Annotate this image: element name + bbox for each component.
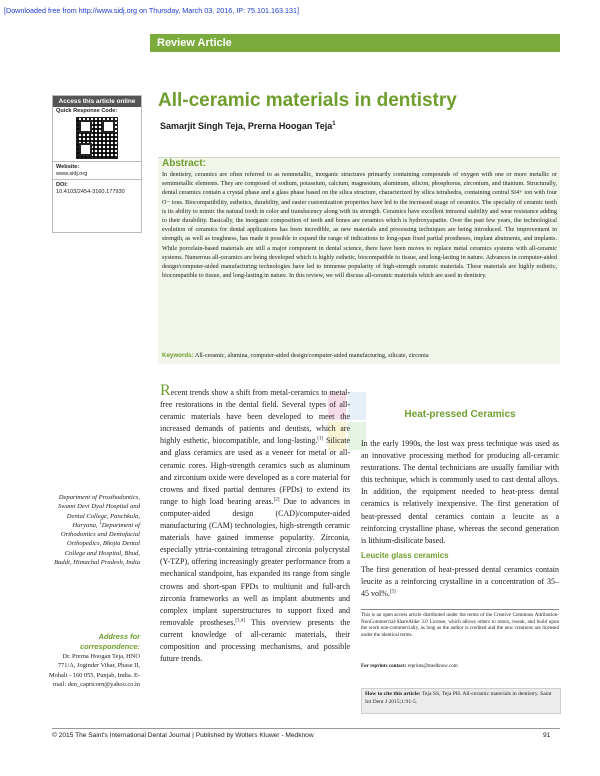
reprints-email[interactable]: reprints@medknow.com <box>406 663 458 669</box>
heat-pressed-heading: Heat-pressed Ceramics <box>404 409 516 420</box>
page-number: 91 <box>543 732 551 739</box>
dropcap: R <box>160 382 171 399</box>
affiliation-a: Department of Prosthodontics, Swami Devi Dyal Hospital and Dental College, Panchkula, Haryana, <box>57 494 140 529</box>
author-sup: 1 <box>332 121 336 127</box>
keywords <box>162 352 557 360</box>
sidebar-header: Access this article online <box>53 96 141 107</box>
author-names: Samarjit Singh Teja, Prerna Hoogan Teja <box>160 121 333 131</box>
affiliation-b: Department of Orthodontics and Dentofacial Orthopedics, Bhojia Dental College and Hospital, Bhud, Baddi, Himachal Pradesh, India <box>54 521 140 567</box>
affiliation <box>48 493 140 567</box>
article-title: All-ceramic materials in dentistry <box>158 90 457 111</box>
download-note: [Downloaded free from http://www.sidj.org on Thursday, March 03, 2016, IP: 75.101.163.131] <box>4 6 299 15</box>
qr-code-icon <box>76 117 118 159</box>
section-banner: Review Article <box>150 34 560 52</box>
intro-paragraph <box>160 382 350 665</box>
ref-5[interactable]: [5] <box>389 589 396 595</box>
intro-text-c: Due to advances in computer-aided design (CAD)/computer-aided manufacturing (CAM) technologies, high-strength ceramic materials have gained immense popularity. Zirconia, especially yttria-containing tetragonal zirconia polycrystal (Y-TZP), offering increasingly greater performance from a mechanical standpoint, has expanded its range from single crowns and short-span FPDs to multiunit and full-arch zirconia frameworks as well as implant abutments and complex implant superstructures to support fixed and removable prostheses. <box>160 496 350 627</box>
access-sidebar <box>52 95 142 233</box>
keywords-label: Keywords: <box>162 352 194 359</box>
correspondence-text: Dr. Prerna Hoogan Teja, HNO 771/A, Joginder Vihar, Phase II, Mohali - 160 055, Punjab, India. E-mail: den_capricorn@yahoo.co.in <box>48 653 140 688</box>
doi-value[interactable]: 10.4103/2454-3160.177930 <box>56 189 125 195</box>
abstract-text: In dentistry, ceramics are often referred to as nonmetallic, inorganic structures primarily containing compounds of oxygen with one or more metallic or semimetallic elements. They are composed of sodium, potassium, calcium, magnesium, aluminum, silicon, phosphorus, zirconium, and titanium. Structurally, dental ceramics contain a crystal phase and a glass phase based on the silica structure, characterized by silica tetrahedra, containing central Si4+ ion with four O− ions. Biocompatibility, esthetics, durability, and easier customization properties have led to the increased usage of ceramics. The specialty of ceramic teeth is its ability to mimic the natural tooth in color and translucency along with its strength. Ceramics have excellent intraoral stability and wear resistance adding to their durability. Basically, the inorganic composition of teeth and bones are ceramics which is hydroxyapatite. Over the past few years, the technological evolution of ceramics for dental applications has been incredible, as new materials and processing techniques are being introduced. The improvement in strength, as well as toughness, has made it possible to expand the range of indications to long-span fixed partial prostheses, implant abutments, and implants. While porcelain-based materials are still a major component in dental science, there have been moves to replace metal ceramics systems with all-ceramic systems. Numerous all-ceramics are being developed which is highly esthetic, biocompatible to tissue, and long-lasting in nature. Advances in computer-aided design/computer-aided manufacturing technologies have led to immense popularity of high-strength ceramic materials. These materials are highly esthetic, biocompatible to tissue, and long-lasting in nature. In this review, we will discuss all-ceramic materials which are used in dentistry. <box>162 171 557 280</box>
cite-label: How to cite this article: <box>365 691 421 697</box>
correspondence-heading: Address for correspondence: <box>80 632 140 651</box>
cite-value: Teja SS, Teja PH. All-ceramic materials in dentistry. Saint Int Dent J 2015;1:91-5. <box>365 691 552 705</box>
cite-text <box>365 691 555 706</box>
reprints <box>361 663 458 669</box>
leucite-paragraph <box>361 564 559 600</box>
leucite-text: The first generation of heat-pressed dental ceramics contain leucite as a reinforcing crystalline in a concentration of 35–45 vol%. <box>361 565 559 599</box>
reprints-label: For reprints contact: <box>361 663 407 669</box>
keywords-list: All-ceramic, alumina, computer-aided design/computer-aided manufacturing, silicate, zirconia <box>194 352 429 359</box>
website-label: Website: <box>56 164 80 170</box>
footer: © 2015 The Saint's International Dental Journal | Published by Wolters Kluwer - Medknow <box>52 732 314 739</box>
affiliation-sup: 1 <box>99 520 102 526</box>
license-divider <box>361 609 559 610</box>
footer-divider <box>52 728 560 729</box>
ref-3-4[interactable]: [3,4] <box>235 618 245 624</box>
correspondence <box>48 632 140 689</box>
leucite-heading: Leucite glass ceramics <box>361 551 449 560</box>
website-link[interactable]: www.sidj.org <box>56 171 88 177</box>
ref-2[interactable]: [2] <box>273 497 280 503</box>
abstract-heading: Abstract: <box>162 158 206 169</box>
intro-text-b: Silicate and glass ceramics are used as a veneer for metal or all-ceramic cores. High-strength ceramics such as aluminum and zirconium oxide were developed as a core material for crowns and fixed partial dentures (FPDs) to extend its range to high load bearing areas. <box>160 436 350 506</box>
heat-pressed-paragraph: In the early 1990s, the lost wax press technique was used as an innovative processing method for producing all-ceramic restorations. The dental technicians are usually familiar with this technique, which is commonly used to cast dental alloys. In addition, the equipment needed to heat-press dental ceramics is relatively inexpensive. The first generation of heat-pressed dental ceramics contain a leucite as a reinforcing crystalline phase, whereas the second generation is lithium-disilicate based. <box>361 439 559 545</box>
qr-label: Quick Response Code: <box>56 108 118 114</box>
doi-label: DOI: <box>56 182 68 188</box>
intro-text-a: ecent trends show a shift from metal-ceramics to metal-free restorations in the dental field. Several types of all-ceramic materials have been developed to meet the increased demands of patients and dentists, which are highly esthetic, biocompatible, and long-lasting. <box>160 388 350 446</box>
license-text: This is an open access article distributed under the terms of the Creative Commons Attribution-NonCommercial-ShareAlike 3.0 License, which allows others to remix, tweak, and build upon the work non-commercially, as long as the author is credited and the new creations are licensed under the identical terms. <box>361 612 559 638</box>
authors <box>160 121 336 131</box>
ref-1[interactable]: [1] <box>317 436 324 442</box>
intro-text-d: This overview presents the current knowledge of all-ceramic materials, their composition and processing mechanisms, and possible future trends. <box>160 617 350 664</box>
